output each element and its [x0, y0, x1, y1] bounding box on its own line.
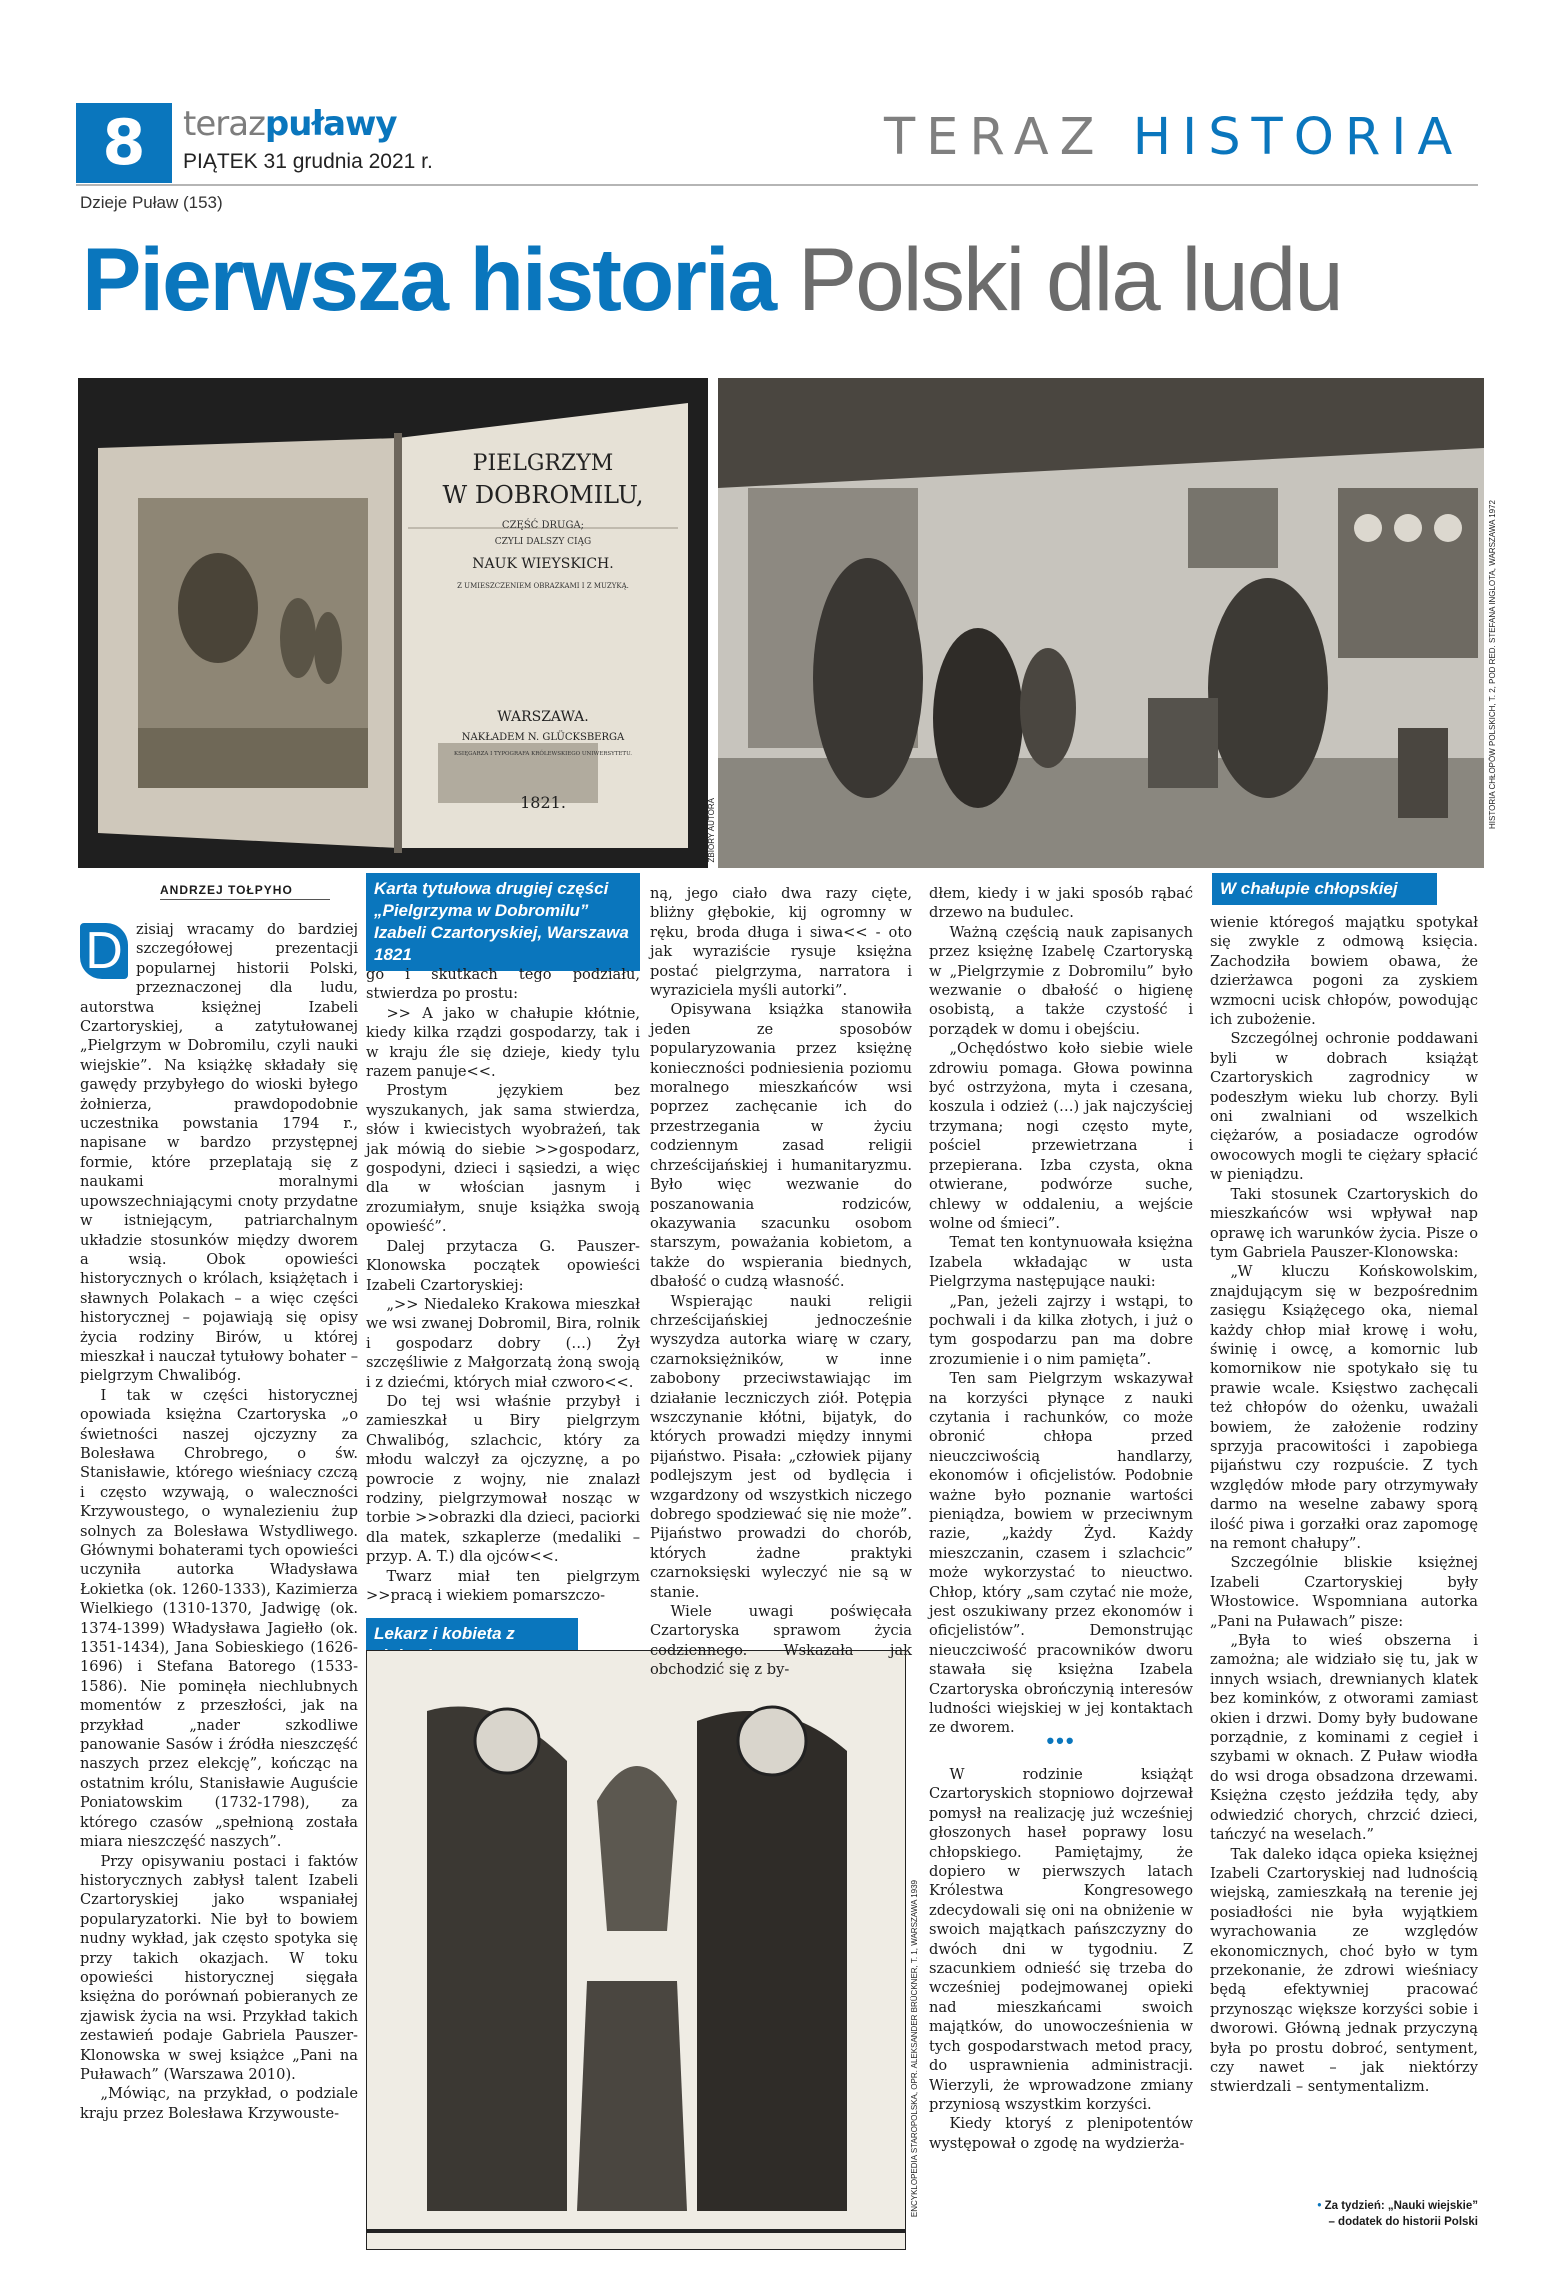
- column-1: [80, 920, 358, 2123]
- cottage-illustration: [718, 378, 1484, 868]
- next-week-label: Za tydzień: „Nauki wiejskie”: [1324, 2200, 1478, 2212]
- cottage-photo-credit: HISTORIA CHŁOPÓW POLSKICH, T. 2, POD RED. STEFANA INGLOTA, WARSZAWA 1972: [1488, 500, 1497, 829]
- book-subtitle4: Z UMIESZCZENIEM OBRAZKAMI I Z MUZYKĄ.: [457, 582, 629, 590]
- book-photo: [78, 378, 708, 868]
- paragraph: Przy opisywaniu postaci i faktów historycznych zabłysł talent Izabeli Czartoryskiej jako wspaniałej popularyzatorki. Nie był to bowiem nudny wykład, jak często spotyka się przy takich okazjach. W toku opowieści historycznej sięgała księżna do porównań pobieranych ze zjawisk życia na wsi. Przykład takich zestawień podaje Gabriela Pauszer-Klonowska w swej książce „Pani na Puławach” (Warszawa 2010).: [80, 1852, 358, 2083]
- paragraph: Ważną częścią nauk zapisanych przez księżnę Izabelę Czartoryską w „Pielgrzymie z Dobromilu” było wezwanie o dbałość o higienę osobistą, a także czystość i porządek w domu i obejściu.: [929, 923, 1193, 1038]
- book-illustration: [78, 378, 708, 868]
- column-2: [366, 965, 640, 1605]
- section-title: TERAZ HISTORIA: [884, 108, 1464, 167]
- woodcut-illustration: [367, 1651, 905, 2249]
- section-separator: •••: [1046, 1728, 1076, 1753]
- paragraph: „>> Niedaleko Krakowa mieszkał we wsi zwanej Dobromil, Bira, rolnik i gospodarz dobry (…) Żył szczęśliwie z Małgorzatą żoną swoją i z dziećmi, których miał czworo<<.: [366, 1295, 640, 1391]
- paragraph: Wiele uwagi poświęcała Czartoryska sprawom życia codziennego. Wskazała jak obchodzić się z by-: [650, 1603, 912, 1679]
- woodcut-caption: Lekarz i kobieta z: [366, 1618, 578, 1672]
- book-subtitle3: NAUK WIEYSKICH.: [472, 556, 614, 572]
- book-printer2: KSIĘGARZA I TYPOGRAFA KRÓLEWSKIEGO UNIWERSYTETU.: [454, 751, 632, 757]
- book-title-line2: W DOBROMILU,: [442, 481, 644, 509]
- paragraph: Do tej wsi właśnie przybył i zamieszkał u Biry pielgrzym Chwalibóg, szlachcic, który za młodu walczył za ojczyznę, a po powrocie z wojny, nie znalazł rodziny, pielgrzymował nosząc w torbie >>obrazki dla dzieci, paciorki dla matek, szkaplerze (medaliki – przyp. A. T.) dla ojców<<.: [366, 1392, 640, 1566]
- book-subtitle: CZĘŚĆ DRUGA;: [501, 520, 585, 531]
- next-week-sub: – dodatek do historii Polski: [1328, 2216, 1478, 2228]
- author-rule: [160, 899, 330, 900]
- book-printer: NAKŁADEM N. GLÜCKSBERGA: [461, 732, 625, 743]
- book-photo-caption: Karta tytułowa drugiej części „Pielgrzyma w Dobromilu” Izabeli Czartoryskiej, Warszawa 1821: [366, 873, 640, 971]
- book-subtitle2: CZYLI DALSZY CIĄG: [494, 537, 592, 547]
- paragraph: „W kluczu Końskowolskim, znajdującym się w bezpośrednim zasięgu Książęcego oka, niemal każdy chłop miał krowę i wołu, świnię i owcę, a komornic lub komornikow nie spotykało się tu prawie wcale. Księstwo zachęcali też chłopów do ożenku, uważali bowiem, że założenie rodziny sprzyja pracowitości i zapobiega pijaństwu czy rozpuście. Z tych względów młode pary otrzymywały darmo na weselne zabawy sporą ilość piwa i gorzałki oraz zapomogę na remont chałupy”.: [1210, 1263, 1478, 1552]
- paragraph: Szczególnej ochronie poddawani byli w dobrach książąt Czartoryskich zagrodnicy w podeszłym wieku lub chorzy. Byli oni zwalniani od wszelkich ciężarów, a posiadacze ogrodów owocowych mogli te ciężary spłacić w pieniądzu.: [1210, 1030, 1478, 1184]
- paragraph: dłem, kiedy i w jaki sposób rąbać drzewo na budulec.: [929, 885, 1193, 922]
- book-city: WARSZAWA.: [497, 709, 589, 725]
- paragraph: Prostym językiem bez wyszukanych, jak sama stwierdza, słów i kwiecistych wyobrażeń, tak jak mówią do siebie >>gospodarz, gospodyni, dzieci i sąsiedzi, a więc dla w włościan jasnym i zrozumiałym, snuje książka swoją opowieść”.: [366, 1082, 640, 1236]
- headline: Pierwsza historia Polski dla ludu: [82, 229, 1342, 329]
- column-5: [1210, 913, 1478, 2097]
- paragraph: „Pan, jeżeli zajrzy i wstąpi, to pochwali i da kilka złotych, i już o tym gospodarzu pan ma dobre zrozumienie i o nim pamięta”.: [929, 1292, 1193, 1368]
- paragraph: „Ochędóstwo koło siebie wiele zdrowiu pomaga. Głowa powinna być ostrzyżona, myta i czesana, koszula i odzież (…) jak najczyściej trzymana; nogi często myte, pościel przewietrzana i przepierana. Izba czysta, okna otwierane, podwórze suche, chlewy w oddaleniu, a wejście wolne od śmieci”.: [929, 1040, 1193, 1232]
- paragraph: Taki stosunek Czartoryskich do mieszkańców wsi wpływał nap oprawę ich warunków życia. Pisze o tym Gabriela Pauszer-Klonowska:: [1210, 1185, 1478, 1261]
- newspaper-logo: terazpuławy: [183, 104, 397, 144]
- paragraph: ną, jego ciało dwa razy cięte, bliżny głębokie, kij ogromny w ręku, broda długa i siwa<< - oto jak wyraziście rysuje księżna postać pielgrzyma, narratora i wyraziciela myśli autorki”.: [650, 885, 912, 1000]
- paragraph: „Była to wieś obszerna i zamożna; ale widziało się tu, jak w innych wsiach, drewnianych klatek bez kominków, z otworami zamiast okien i drzwi. Domy były budowane porządnie, z kominami z cegieł i szybami w oknach. Z Puław wiodła do wsi droga obsadzona drzewami. Księżna często jeździła tędy, aby odwiedzić chorych, chrzcić dzieci, tańczyć na weselach.”: [1210, 1632, 1478, 1844]
- article-kicker: Dzieje Puław (153): [80, 193, 223, 212]
- paragraph: I tak w części historycznej opowiada księżna Czartoryska „o świetności naszej ojczyzny za Bolesława Chrobrego, o św. Stanisławie, którego wieśniacy czczą i często wzywają, o waleczności Krzywoustego, o wynalezieniu żup solnych za Bolesława Wstydliwego. Głównymi bohaterami tych opowieści uczyniła autorka Władysława Łokietka (ok. 1260-1333), Kazimierza Wielkiego (1310-1370, Jadwigę (ok. 1374-1399) Władysława Jagiełło (ok. 1351-1434), Jana Sobieskiego (1626-1696) i Stefana Batorego (1533-1586). Nie pominęła niechlubnych momentów z przeszłości, jak na przykład „nader szkodliwe panowanie Sasów i źródła nieszczęść naszych przez elekcję”, kończąc na ostatnim królu, Stanisławie Auguście Poniatowskim (1732-1798), za którego czasów „spełnioną została miara nieszczęść naszych”.: [80, 1386, 358, 1851]
- author-byline: ANDRZEJ TOŁPYHO: [160, 883, 293, 897]
- woodcut-credit: ENCYKLOPEDIA STAROPOLSKA, OPR. ALEKSANDER BRÜCKNER, T. 1, WARSZAWA 1939: [910, 1880, 919, 2218]
- book-title-line1: PIELGRZYM: [472, 451, 614, 476]
- paragraph: Ten sam Pielgrzym wskazywał na korzyści płynące z nauki czytania i rachunków, co może obronić chłopa przed nieuczciwością handlarzy, ekonomów i oficjelistów. Podobnie ważne było poznanie wartości pieniądza, bowiem w przeciwnym razie, „każdy Żyd. Każdy mieszczanin, czasem i szlachcic” może wykorzystać to nieuctwo. Chłop, który „sam czytać nie może, jest oszukiwany przez ekonomów i oficjelistów”. Demonstrując nieuczciwość pracowników dworu stawała się księżna Izabela Czartoryska obrończynią interesów ludności wiejskiej w jej kontaktach ze dworem.: [929, 1370, 1193, 1737]
- paragraph: Tak daleko idąca opieka księżnej Izabeli Czartoryskiej nad ludnością wiejską, zamieszkałą na terenie jej posiadłości nie była wyjątkiem wyrachowania ze względów ekonomicznych, choć było w tym przekonanie, że zdrowi wieśniacy będą efektywniej pracować przynosząc większe korzyści sobie i dworowi. Główną jednak przyczyną była po prostu dobroć, sentyment, czy nawet – jak niektórzy stwierdzali – sentymentalizm.: [1210, 1845, 1478, 2096]
- next-week-note: [1190, 2198, 1478, 2230]
- woodcut-image: [366, 1650, 906, 2250]
- page-number: 8: [76, 103, 172, 183]
- paragraph: Wspierając nauki religii chrześcijańskiej jednocześnie wyszydza autorka wiarę w czary, czarnoksiężników, w inne zabobony przeciwstawiając im działanie leczniczych ziół. Potępia wszczynanie kłótni, bijatyk, do których prowadzi między innymi pijaństwo. Pisała: „człowiek pijany podlejszym jest od bydlęcia i wzgardzony od wszystkich niczego dobrego spodziewać się nie może”. Pijaństwo prowadzi do chorób, których żadne praktyki czarnoksięski wyleczyć nie są w stanie.: [650, 1292, 912, 1601]
- header-divider: [76, 184, 1478, 186]
- paragraph: Kiedy ktoryś z plenipotentów występował o zgodę na wydzierża-: [929, 2115, 1193, 2152]
- paragraph: go i skutkach tego podziału, stwierdza po prostu:: [366, 966, 640, 1003]
- paragraph: >> A jako w chałupie kłótnie, kiedy kilka rządzi gospodarzy, tak i w kraju źle się dzieje, kiedy tylu razem panuje<<.: [366, 1004, 640, 1081]
- paragraph: „Mówiąc, na przykład, o podziale kraju przez Bolesława Krzywouste-: [80, 2085, 358, 2122]
- cottage-photo-caption: W chałupie chłopskiej: [1212, 873, 1437, 905]
- book-photo-credit: ZBIORY AUTORA: [707, 798, 716, 863]
- book-year: 1821.: [520, 793, 566, 812]
- paragraph: wienie któregoś majątku spotykał się zwykle z odmową księcia. Zachodziła bowiem obawa, że dzierżawca pogoni za zyskiem wzmocni ucisk chłopów, powodując ich zubożenie.: [1210, 914, 1478, 1029]
- issue-date: PIĄTEK 31 grudnia 2021 r.: [183, 150, 433, 173]
- paragraph: zisiaj wracamy do bardziej szczegółowej prezentacji popularnej historii Polski, przeznaczonej dla ludu, autorstwa księżnej Izabeli Czartoryskiej, a zatytułowanej „Pielgrzym w Dobromilu, czyli nauki wiejskie”. Na książkę składały się gawędy przybyłego do wioski byłego żołnierza, prawdopodobnie uczestnika powstania 1794 r., napisane w bardzo przystępnej formie, które przeplatają się z naukami moralnymi upowszechniającymi cnoty przydatne w istniejącym, patriarchalnym układzie stosunków między dworem a wsią. Obok opowieści historycznych o królach, książętach i sławnych Polakach – a więc części historycznej – pojawiają się opisy życia rodziny Birów, u której mieszkał i nauczał tytułowy bohater – pielgrzym Chwalibóg.: [80, 921, 358, 1385]
- drop-cap: D: [80, 923, 128, 979]
- paragraph: Opisywana książka stanowiła jeden ze sposobów popularyzowania przez księżnę konieczności podniesienia poziomu moralnego mieszkańców wsi poprzez zachęcanie ich do przestrzegania w życiu codziennym zasad religii chrześcijańskiej i humanitaryzmu. Było więc wezwanie do poszanowania rodziców, okazywania szacunku osobom starszym, poważania kobietom, a także do wspierania biednych, dbałość o cudzą własność.: [650, 1001, 912, 1291]
- bullet-icon: •: [1317, 2200, 1325, 2212]
- paragraph: W rodzinie książąt Czartoryskich stopniowo dojrzewał pomysł na realizację już wcześniej głoszonych haseł poprawy losu chłopskiego. Pamiętajmy, że dopiero w pierwszych latach Królestwa Kongresowego zdecydowali się oni na obniżenie w swoich majątkach pańszczyzny do dwóch dni w tygodniu. Z szacunkiem odnieść się trzeba do wcześniej podejmowanej opieki nad mieszkańcami swoich majątków, do unowocześnienia w tych gospodarstwach metod pracy, do usprawnienia administracji. Wierzyli, że wprowadzone zmiany przyniosą wszystkim korzyści.: [929, 1766, 1193, 2113]
- column-3: [650, 884, 912, 1680]
- paragraph: Twarz miał ten pielgrzym >>pracą i wiekiem pomarszczo-: [366, 1567, 640, 1604]
- column-4-continued: [929, 1765, 1193, 2153]
- paragraph: Dalej przytacza G. Pauszer-Klonowska początek opowieści Izabeli Czartoryskiej:: [366, 1237, 640, 1294]
- column-4: [929, 884, 1193, 1738]
- paragraph: Szczególnie bliskie księżnej Izabeli Czartoryskiej były Włostowice. Wspomniana autorka „Pani na Puławach” pisze:: [1210, 1554, 1478, 1630]
- cottage-photo: [718, 378, 1484, 868]
- paragraph: Temat ten kontynuowała księżna Izabela wkładając w usta Pielgrzyma następujące nauki:: [929, 1234, 1193, 1291]
